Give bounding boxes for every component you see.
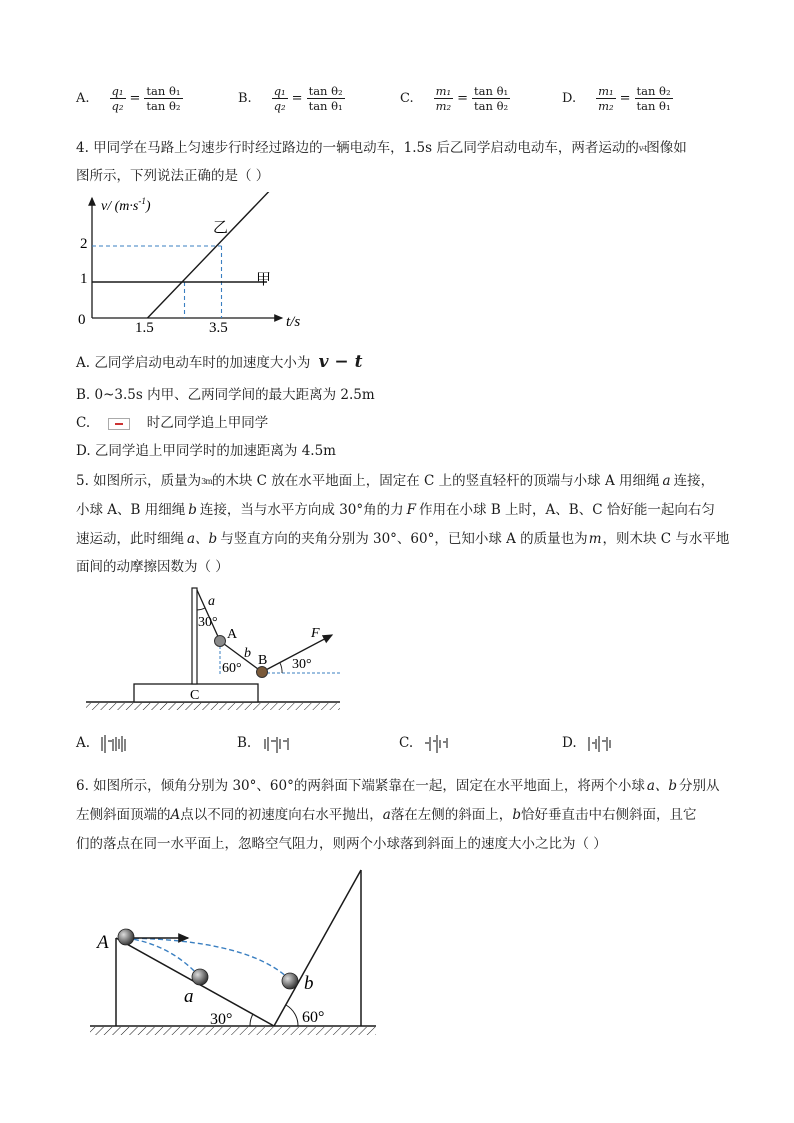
label-force-f: F — [311, 626, 320, 641]
right-incline-slope — [274, 870, 361, 1026]
x-tick-1.5: 1.5 — [135, 320, 154, 332]
q6-figure — [90, 862, 390, 1047]
label-jia: 甲 — [256, 272, 272, 288]
y-axis-label: v/ $(m\cdot s^{-1})$ — [101, 196, 151, 214]
q5-figure — [82, 584, 352, 714]
garbled-formula-image — [423, 733, 449, 755]
ground-hatch — [86, 703, 340, 710]
option-letter: A. — [76, 91, 90, 106]
x-tick-3.5: 3.5 — [209, 320, 228, 332]
label-rope-a: a — [208, 594, 215, 609]
vertical-rod — [192, 588, 197, 684]
option-letter: D. — [562, 91, 577, 106]
garbled-formula: 3m — [201, 476, 212, 486]
label-ball-b: B — [258, 653, 268, 668]
q3-options-row — [76, 84, 716, 124]
q4-option-b: B. 0~3.5s 内甲、乙两同学间的最大距离为 2.5m — [76, 387, 375, 403]
ball-at-a — [118, 929, 134, 945]
ball-b — [282, 973, 298, 989]
option-letter: C. — [400, 91, 414, 106]
ground-hatch — [90, 1027, 376, 1035]
label-angle-60: 60° — [222, 661, 242, 676]
rhs-fraction: $\frac{\text{tan θ₂}}{\text{tan θ₁}}$ — [308, 84, 343, 113]
label-ball-a: A — [227, 627, 238, 642]
q5-option-a: A. — [76, 729, 128, 757]
lhs-fraction: $\frac{\text{q₁}}{\text{q₂}}$ — [111, 84, 124, 113]
label-ball-a: a — [184, 986, 194, 1007]
rhs-fraction: $\frac{\text{tan θ₁}}{\text{tan θ₂}}$ — [146, 84, 181, 113]
label-ball-b: b — [304, 973, 314, 994]
label-yi: 乙 — [213, 220, 229, 236]
angle-arc-30 — [250, 1014, 253, 1026]
q5-stem-line-3: 速运动，此时细绳 a、b 与竖直方向的夹角分别为 30°、60°，已知小球 A 的质量也为m，则木块 C 与水平地 — [76, 531, 730, 547]
garbled-formula-image — [587, 733, 613, 755]
garbled-formula-image — [262, 733, 292, 755]
rhs-fraction: $\frac{\text{tan θ₂}}{\text{tan θ₁}}$ — [636, 84, 671, 113]
garbled-formula-image — [100, 733, 128, 755]
garbled-formula: v-t — [638, 143, 647, 153]
series-line-yi — [148, 192, 278, 318]
rhs-fraction: $\frac{\text{tan θ₁}}{\text{tan θ₂}}$ — [474, 84, 509, 113]
q3-option-a: A. $\frac{\text{q₁}}{\text{q₂}}$ = $\frac{\text{tan θ₁}}{\text{tan θ₂}}$ — [76, 84, 181, 113]
q5-stem-line-4: 面间的动摩擦因数为（ ） — [76, 559, 229, 575]
label-rope-b: b — [244, 646, 251, 661]
broken-image-icon — [108, 418, 130, 430]
q5-option-c: C. — [399, 729, 449, 757]
q3-option-c: C. $\frac{\text{m₁}}{\text{m₂}}$ = $\frac{\text{tan θ₁}}{\text{tan θ₂}}$ — [400, 84, 509, 113]
q5-stem-line-2: 小球 A、B 用细绳 b 连接，当与水平方向成 30°角的力 F 作用在小球 B 上时，A、B、C 恰好能一起向右匀 — [76, 502, 715, 518]
ball-b — [257, 667, 268, 678]
x-axis-label: t/s — [286, 314, 301, 330]
angle-arc-30-f — [280, 663, 282, 673]
trajectory-a — [126, 938, 200, 977]
q5-option-b: B. — [237, 729, 292, 757]
q3-option-b: B. $\frac{\text{q₁}}{\text{q₂}}$ = $\frac{\text{tan θ₂}}{\text{tan θ₁}}$ — [238, 84, 343, 113]
vt-graph — [76, 192, 306, 332]
q6-stem-line-3: 们的落点在同一水平面上，忽略空气阻力，则两个小球落到斜面上的速度大小之比为（ ） — [76, 836, 607, 852]
q3-option-d: D. $\frac{\text{m₁}}{\text{m₂}}$ = $\frac{\text{tan θ₂}}{\text{tan θ₁}}$ — [562, 84, 671, 113]
lhs-fraction: $\frac{\text{m₁}}{\text{m₂}}$ — [435, 84, 452, 113]
formula-v-t: v − t — [318, 352, 363, 372]
q5-stem-line-1: 5. 如图所示，质量为3m的木块 C 放在水平地面上，固定在 C 上的竖直轻杆的顶端与小球 A 用细绳 a 连接， — [76, 467, 714, 496]
option-letter: B. — [238, 91, 252, 106]
y-tick-1: 1 — [80, 271, 88, 287]
q4-option-c: C. 时乙同学追上甲同学 — [76, 415, 269, 431]
ball-a — [192, 969, 208, 985]
q4-option-d: D. 乙同学追上甲同学时的加速距离为 4.5m — [76, 443, 336, 459]
label-angle-60: 60° — [302, 1009, 325, 1026]
q6-stem-line-1: 6. 如图所示，倾角分别为 30°、60°的两斜面下端紧靠在一起，固定在水平地面上，将两个小球 a、b 分别从 — [76, 778, 720, 794]
y-tick-2: 2 — [80, 236, 88, 252]
q5-option-d: D. — [562, 729, 613, 757]
y-tick-0: 0 — [78, 312, 86, 328]
label-angle-30-f: 30° — [292, 657, 312, 672]
q6-stem-line-2: 左侧斜面顶端的A点以不同的初速度向右水平抛出，a落在左侧的斜面上，b恰好垂直击中右侧斜面，且它 — [76, 807, 697, 823]
q4-stem-line-2: 图所示，下列说法正确的是（ ） — [76, 168, 270, 184]
angle-arc-60 — [286, 1005, 298, 1026]
label-angle-30: 30° — [210, 1011, 233, 1028]
lhs-fraction: $\frac{\text{m₁}}{\text{m₂}}$ — [598, 84, 614, 113]
lhs-fraction: $\frac{\text{q₁}}{\text{q₂}}$ — [273, 84, 286, 113]
label-point-a: A — [97, 932, 109, 953]
q4-stem-line-1: 4. 甲同学在马路上匀速步行时经过路边的一辆电动车，1.5s 后乙同学启动电动车，两者运动的v-t图像如 — [76, 134, 687, 163]
angle-arc-30-a — [197, 608, 205, 610]
label-angle-30-a: 30° — [198, 615, 218, 630]
ball-a — [215, 636, 226, 647]
label-c: C — [190, 688, 200, 703]
q4-option-a: A. 乙同学启动电动车时的加速度大小为 v − t — [76, 352, 363, 372]
